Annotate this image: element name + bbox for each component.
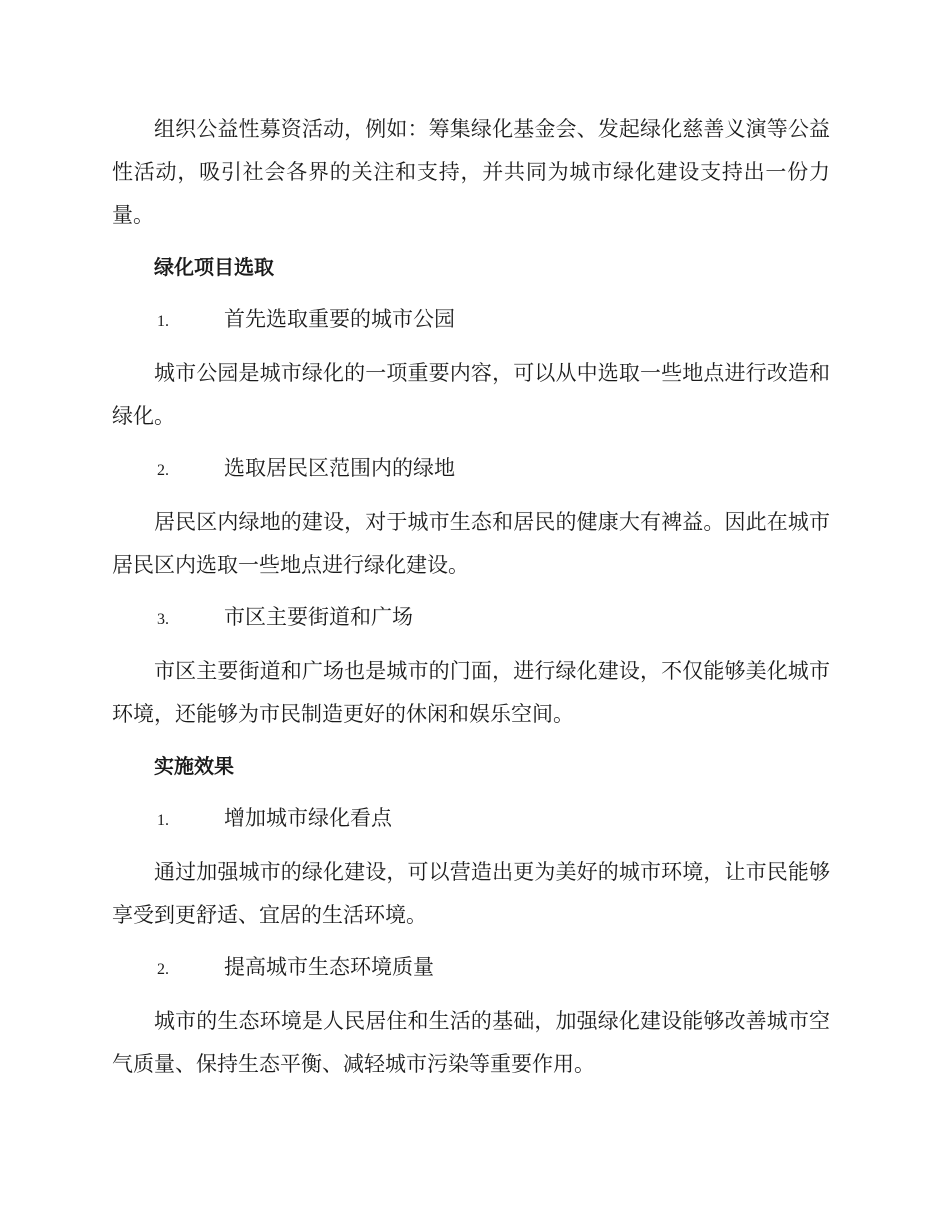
- list-number: 1.: [157, 313, 169, 330]
- list-number: 3.: [157, 611, 169, 628]
- list-number: 2.: [157, 462, 169, 479]
- list-item: [112, 447, 830, 492]
- body-paragraph: 市区主要街道和广场也是城市的门面，进行绿化建设，不仅能够美化城市环境，还能够为市民制造更好的休闲和娱乐空间。: [112, 659, 830, 726]
- list-item-title: 市区主要街道和广场: [224, 605, 413, 629]
- list-item-title: 增加城市绿化看点: [224, 806, 392, 830]
- list-number: 1.: [157, 812, 169, 829]
- body-paragraph: 城市的生态环境是人民居住和生活的基础，加强绿化建设能够改善城市空气质量、保持生态平衡、减轻城市污染等重要作用。: [112, 1009, 830, 1076]
- body-paragraph: 居民区内绿地的建设，对于城市生态和居民的健康大有裨益。因此在城市居民区内选取一些地点进行绿化建设。: [112, 510, 830, 577]
- section-heading-implementation-effects: 实施效果: [154, 754, 234, 778]
- list-item: [112, 946, 830, 991]
- list-item: [112, 298, 830, 343]
- list-item-title: 首先选取重要的城市公园: [224, 307, 455, 331]
- list-item: [112, 797, 830, 842]
- list-item: [112, 596, 830, 641]
- list-number: 2.: [157, 961, 169, 978]
- section-heading-project-selection: 绿化项目选取: [154, 255, 274, 279]
- body-paragraph: 通过加强城市的绿化建设，可以营造出更为美好的城市环境，让市民能够享受到更舒适、宜居的生活环境。: [112, 860, 830, 927]
- intro-paragraph: 组织公益性募资活动，例如：筹集绿化基金会、发起绿化慈善义演等公益性活动，吸引社会各界的关注和支持，并共同为城市绿化建设支持出一份力量。: [112, 117, 830, 227]
- body-paragraph: 城市公园是城市绿化的一项重要内容，可以从中选取一些地点进行改造和绿化。: [112, 361, 830, 428]
- document-page: [112, 108, 830, 1086]
- list-item-title: 选取居民区范围内的绿地: [224, 456, 455, 480]
- list-item-title: 提高城市生态环境质量: [224, 955, 434, 979]
